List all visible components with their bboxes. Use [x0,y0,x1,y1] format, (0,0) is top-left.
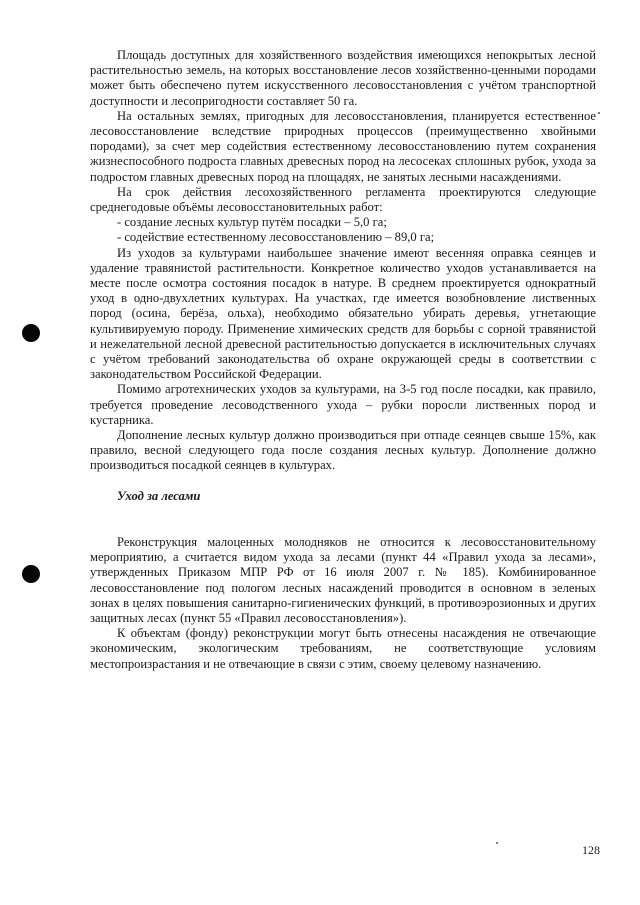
scan-speck [496,842,498,844]
paragraph: Помимо агротехнических уходов за культурами, на 3-5 год после посадки, как правило, требуется проведение лесоводственного ухода – рубки поросли лиственных пород и кустарника. [90,382,596,427]
scan-speck [598,112,600,114]
binder-hole [22,565,40,583]
page-number: 128 [582,843,600,857]
list-item: - создание лесных культур путём посадки – 5,0 га; [117,215,387,230]
paragraph: Дополнение лесных культур должно производиться при отпаде сеянцев свыше 15%, как правило, весной следующего года после создания лесных культур. Дополнение должно производиться посадкой сеянцев в культурах. [90,428,596,473]
paragraph: Площадь доступных для хозяйственного воздействия имеющихся непокрытых лесной растительностью земель, на которых восстановление лесов хозяйственно-ценными породами может быть обеспечено путем искусственного лесовосстановления с учётом транспортной доступности и лесопригодности составляет 50 га. [90,48,596,108]
paragraph: К объектам (фонду) реконструкции могут быть отнесены насаждения не отвечающие экономическим, экологическим требованиям, не соответствующие условиям местопроизрастания и не отвечающие в связи с этим, своему целевому назначению. [90,626,596,671]
paragraph: Реконструкция малоценных молодняков не относится к лесовосстановительному мероприятию, а считается видом ухода за лесами (пункт 44 «Правил ухода за лесами», утвержденных Приказом МПР РФ от 16 июля 2007 г. № 185). Комбинированное лесовосстановление под пологом лесных насаждений проводится в основном в зеленых зонах в целях повышения санитарно-гигиенических функций, в противоэрозионных и других защитных лесах (пункт 55 «Правил лесовосстановления»). [90,534,596,625]
list-item: - содействие естественному лесовосстановлению – 89,0 га; [117,230,435,245]
paragraph: На срок действия лесохозяйственного регламента проектируются следующие среднегодовые объёмы лесовосстановительных работ: [90,184,596,215]
paragraph: Из уходов за культурами наибольшее значение имеют весенняя оправка сеянцев и удаление травянистой растительности. Конкретное количество уходов устанавливается на месте после осмотра состояния посадок в натуре. В среднем проектируется однократный уход в одно-двухлетних культурах. На участках, где имеется возобновление лиственных пород (осина, берёза, ольха), необходимо обязательно убирать деревья, угнетающие культивируемую породу. Применение химических средств для борьбы с сорной травянистой и нежелательной лесной древесной растительностью допускается в исключительных случаях с учётом требований законодательства об охране окружающей среды в соответствии с законодательством Российской Федерации. [90,245,596,382]
section-heading: Уход за лесами [117,488,201,503]
document-body [90,48,596,672]
binder-hole [22,324,40,342]
paragraph: На остальных землях, пригодных для лесовосстановления, планируется естественное лесовосстановление вследствие природных процессов (преимущественно хвойными породами), за счет мер содействия естественному лесовосстановлению путем сохранения жизнеспособного подроста главных древесных пород на лесосеках сплошных рубок, ухода за подростом главных древесных пород на площадях, не занятых лесными насаждениями. [90,108,596,184]
